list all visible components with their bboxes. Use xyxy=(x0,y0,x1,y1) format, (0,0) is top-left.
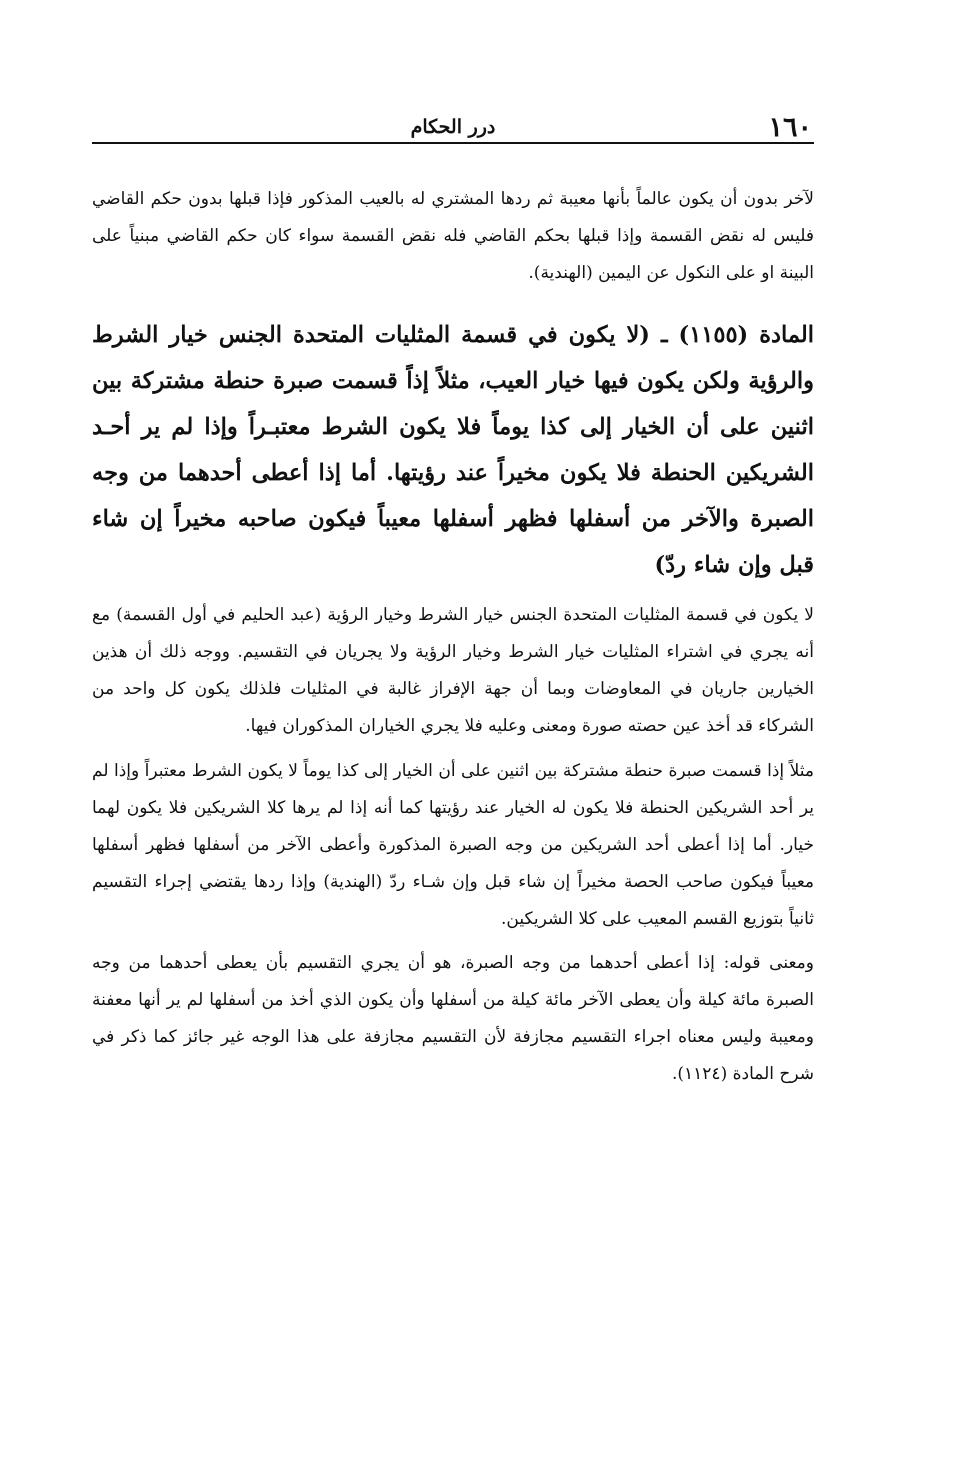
article-1155-text: المادة (١١٥٥) ـ (لا يكون في قسمة المثليات المتحدة الجنس خيار الشرط والرؤية ولكن يكون فيها خيار العيب، مثلاً إذاً قسمت صبرة حنطة مشتركة بين اثنين على أن الخيار إلى كذا يوماً فلا يكون الشرط معتبـراً وإذا لم ير أحـد الشريكين الحنطة فلا يكون مخيراً عند رؤيتها. أما إذا أعطى أحدهما من وجه الصبرة والآخر من أسفلها فظهر أسفلها معيباً فيكون صاحبه مخيراً إن شاء قبل وإن شاء ردّ) xyxy=(92,322,814,578)
commentary-paragraph-1: لا يكون في قسمة المثليات المتحدة الجنس خيار الشرط وخيار الرؤية (عبد الحليم في أول القسمة) مع أنه يجري في اشتراء المثليات خيار الشرط وخيار الرؤية ولا يجريان في التقسيم. ووجه ذلك أن هذين الخيارين جاريان في المعاوضات وبما أن جهة الإفراز غالبة في المثليات فلذلك يكون كل واحد من الشركاء قد أخذ عين حصته صورة ومعنى وعليه فلا يجري الخياران المذكوران فيها. xyxy=(92,605,814,736)
book-page xyxy=(92,0,814,1481)
commentary-paragraph-3: ومعنى قوله: إذا أعطى أحدهما من وجه الصبرة، هو أن يجري التقسيم بأن يعطى أحدهما من وجه الصبرة مائة كيلة وأن يعطى الآخر مائة كيلة من أسفلها وأن يكون الذي أخذ من أسفلها لم ير أنها معفنة ومعيبة وليس معناه اجراء التقسيم مجازفة لأن التقسيم مجازفة على هذا الوجه غير جائز كما ذكر في شرح المادة (١١٢٤). xyxy=(92,953,814,1084)
page-header xyxy=(92,108,814,142)
page-number: ١٦٠ xyxy=(768,112,812,143)
running-title: درر الحكام xyxy=(410,116,496,138)
header-rule xyxy=(92,142,814,144)
intro-paragraph: لآخر بدون أن يكون عالماً بأنها معيبة ثم ردها المشتري له بالعيب المذكور فإذا قبلها بدون حكم القاضي فليس له نقض القسمة وإذا قبلها بحكم القاضي فله نقض القسمة سواء كان حكم القاضي مبنياً على البينة او على النكول عن اليمين (الهندية). xyxy=(92,189,814,283)
commentary-paragraph-2: مثلاً إذا قسمت صبرة حنطة مشتركة بين اثنين على أن الخيار إلى كذا يوماً لا يكون الشرط معتبراً وإذا لم ير أحد الشريكين الحنطة فلا يكون له الخيار عند رؤيتها كما أنه إذا لم يرها كلا الشريكين فلا يكون لهما خيار. أما إذا أعطى أحد الشريكين من وجه الصبرة المذكورة وأعطى الآخر من أسفلها فظهر أسفلها معيباً فيكون صاحب الحصة مخيراً إن شاء قبل وإن شـاء ردّ (الهندية) وإذا ردها يقتضي إجراء التقسيم ثانياً بتوزيع القسم المعيب على كلا الشريكين. xyxy=(92,761,814,929)
